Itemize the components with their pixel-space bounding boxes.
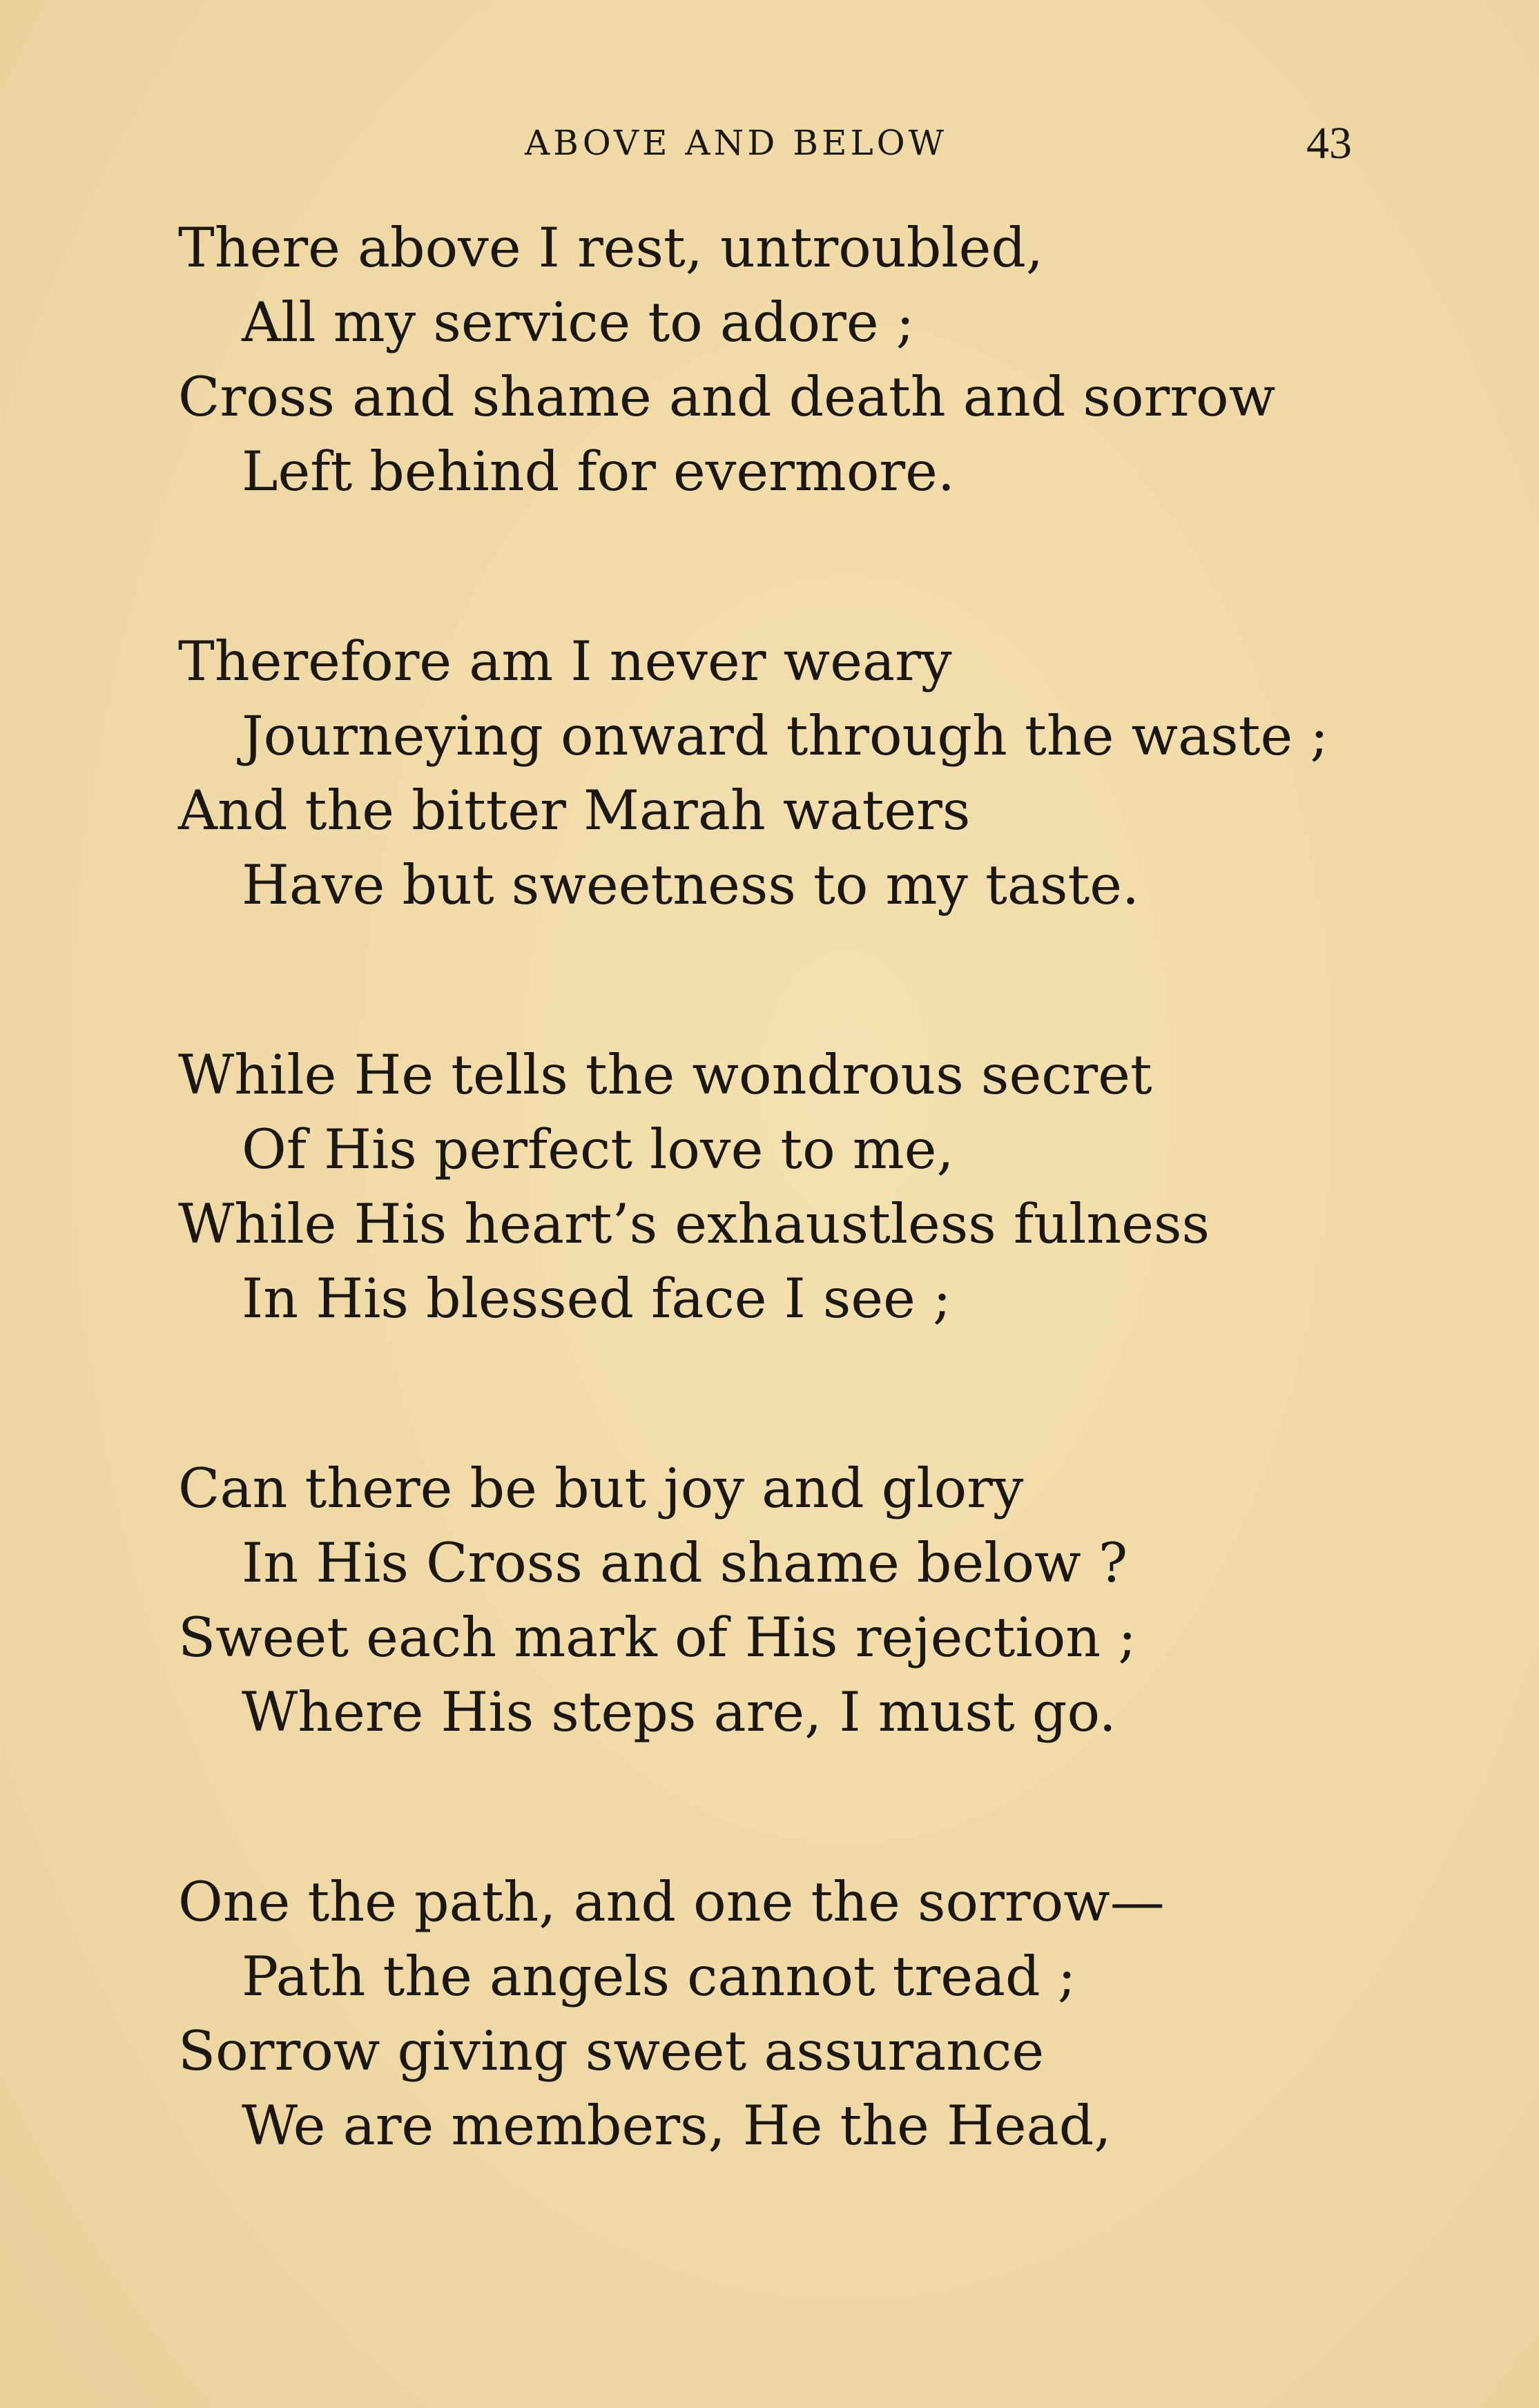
poem-line: Where His steps are, I must go. — [242, 1680, 1116, 1744]
stanza-2 — [178, 624, 1421, 922]
poem-line: Sorrow giving sweet assurance — [178, 2019, 1045, 2083]
poem-line: All my service to adore ; — [242, 291, 915, 354]
poem-line: While He tells the wondrous secret — [178, 1043, 1152, 1107]
poem-line: And the bitter Marah waters — [178, 779, 971, 842]
stanza-4 — [178, 1451, 1421, 1749]
page-number: 43 — [1306, 118, 1352, 168]
poem-line: In His blessed face I see ; — [242, 1267, 951, 1330]
poem-line: In His Cross and shame below ? — [242, 1531, 1128, 1595]
poem-line: One the path, and one the sorrow— — [178, 1870, 1165, 1934]
stanza-5 — [178, 1865, 1421, 2163]
poem-line: Have but sweetness to my taste. — [242, 853, 1140, 917]
stanza-1 — [178, 211, 1421, 509]
poem-line: Of His perfect love to me, — [242, 1118, 954, 1181]
poem-line: Path the angels cannot tread ; — [242, 1945, 1076, 2008]
poem-line: Sweet each mark of His rejection ; — [178, 1606, 1136, 1669]
poem-line: While His heart’s exhaustless fulness — [178, 1192, 1210, 1256]
running-head — [0, 112, 1539, 167]
poem-line: There above I rest, untroubled, — [178, 216, 1044, 280]
poem-line: Cross and shame and death and sorrow — [178, 365, 1276, 429]
poem-line: Can there be but joy and glory — [178, 1457, 1024, 1520]
poem-line: Journeying onward through the waste ; — [242, 704, 1328, 768]
poem — [178, 211, 1421, 2278]
poem-line: Therefore am I never weary — [178, 630, 952, 693]
poem-line: Left behind for evermore. — [242, 440, 956, 503]
poem-line: We are members, He the Head, — [242, 2094, 1112, 2157]
stanza-3 — [178, 1038, 1421, 1336]
running-title: ABOVE AND BELOW — [525, 123, 948, 163]
